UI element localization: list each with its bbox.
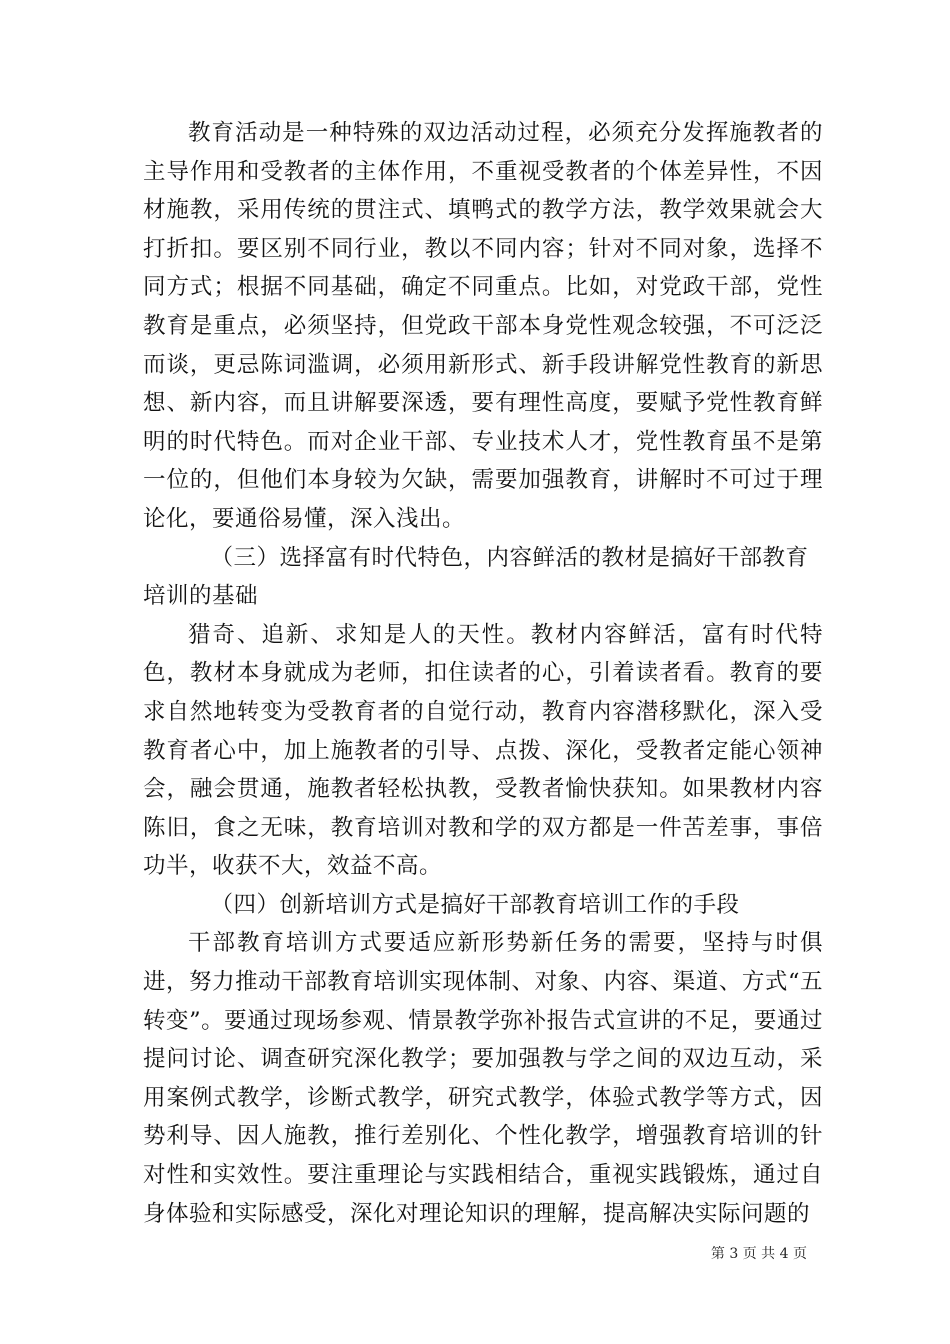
paragraph-materials: 猎奇、追新、求知是人的天性。教材内容鲜活，富有时代特色，教材本身就成为老师，扣住读者的心，引着读者看。教育的要求自然地转变为受教育者的自觉行动，教育内容潜移默化，深入受教育者心中，加上施教者的引导、点拨、深化，受教者定能心领神会，融会贯通，施教者轻松执教，受教者愉快获知。如果教材内容陈旧，食之无味，教育培训对教和学的双方都是一件苦差事，事倍功半，收获不大，效益不高。 [143, 621, 823, 880]
section-heading-4: （四）创新培训方式是搞好干部教育培训工作的手段 [210, 891, 740, 918]
section-heading-3: （三）选择富有时代特色，内容鲜活的教材是搞好干部教育培训的基础 [143, 544, 809, 610]
page-number-footer: 第 3 页 共 4 页 [710, 1246, 807, 1262]
paragraph-training-methods: 干部教育培训方式要适应新形势新任务的需要，坚持与时俱进，努力推动干部教育培训实现体制、对象、内容、渠道、方式“五转变”。要通过现场参观、情景教学弥补报告式宣讲的不足，要通过提问讨论、调查研究深化教学；要加强教与学之间的双边互动，采用案例式教学，诊断式教学，研究式教学，体验式教学等方式，因势利导、因人施教，推行差别化、个性化教学，增强教育培训的针对性和实效性。要注重理论与实践相结合，重视实践锻炼，通过自身体验和实际感受，深化对理论知识的理解，提高解决实际问题的 [143, 930, 823, 1227]
document-body [143, 114, 823, 1233]
paragraph-teaching-activity: 教育活动是一种特殊的双边活动过程，必须充分发挥施教者的主导作用和受教者的主体作用，不重视受教者的个体差异性，不因材施教，采用传统的贯注式、填鸭式的教学方法，教学效果就会大打折扣。要区别不同行业，教以不同内容；针对不同对象，选择不同方式；根据不同基础，确定不同重点。比如，对党政干部，党性教育是重点，必须坚持，但党政干部本身党性观念较强，不可泛泛而谈，更忌陈词滥调，必须用新形式、新手段讲解党性教育的新思想、新内容，而且讲解要深透，要有理性高度，要赋予党性教育鲜明的时代特色。而对企业干部、专业技术人才，党性教育虽不是第一位的，但他们本身较为欠缺，需要加强教育，讲解时不可过于理论化，要通俗易懂，深入浅出。 [143, 120, 823, 532]
